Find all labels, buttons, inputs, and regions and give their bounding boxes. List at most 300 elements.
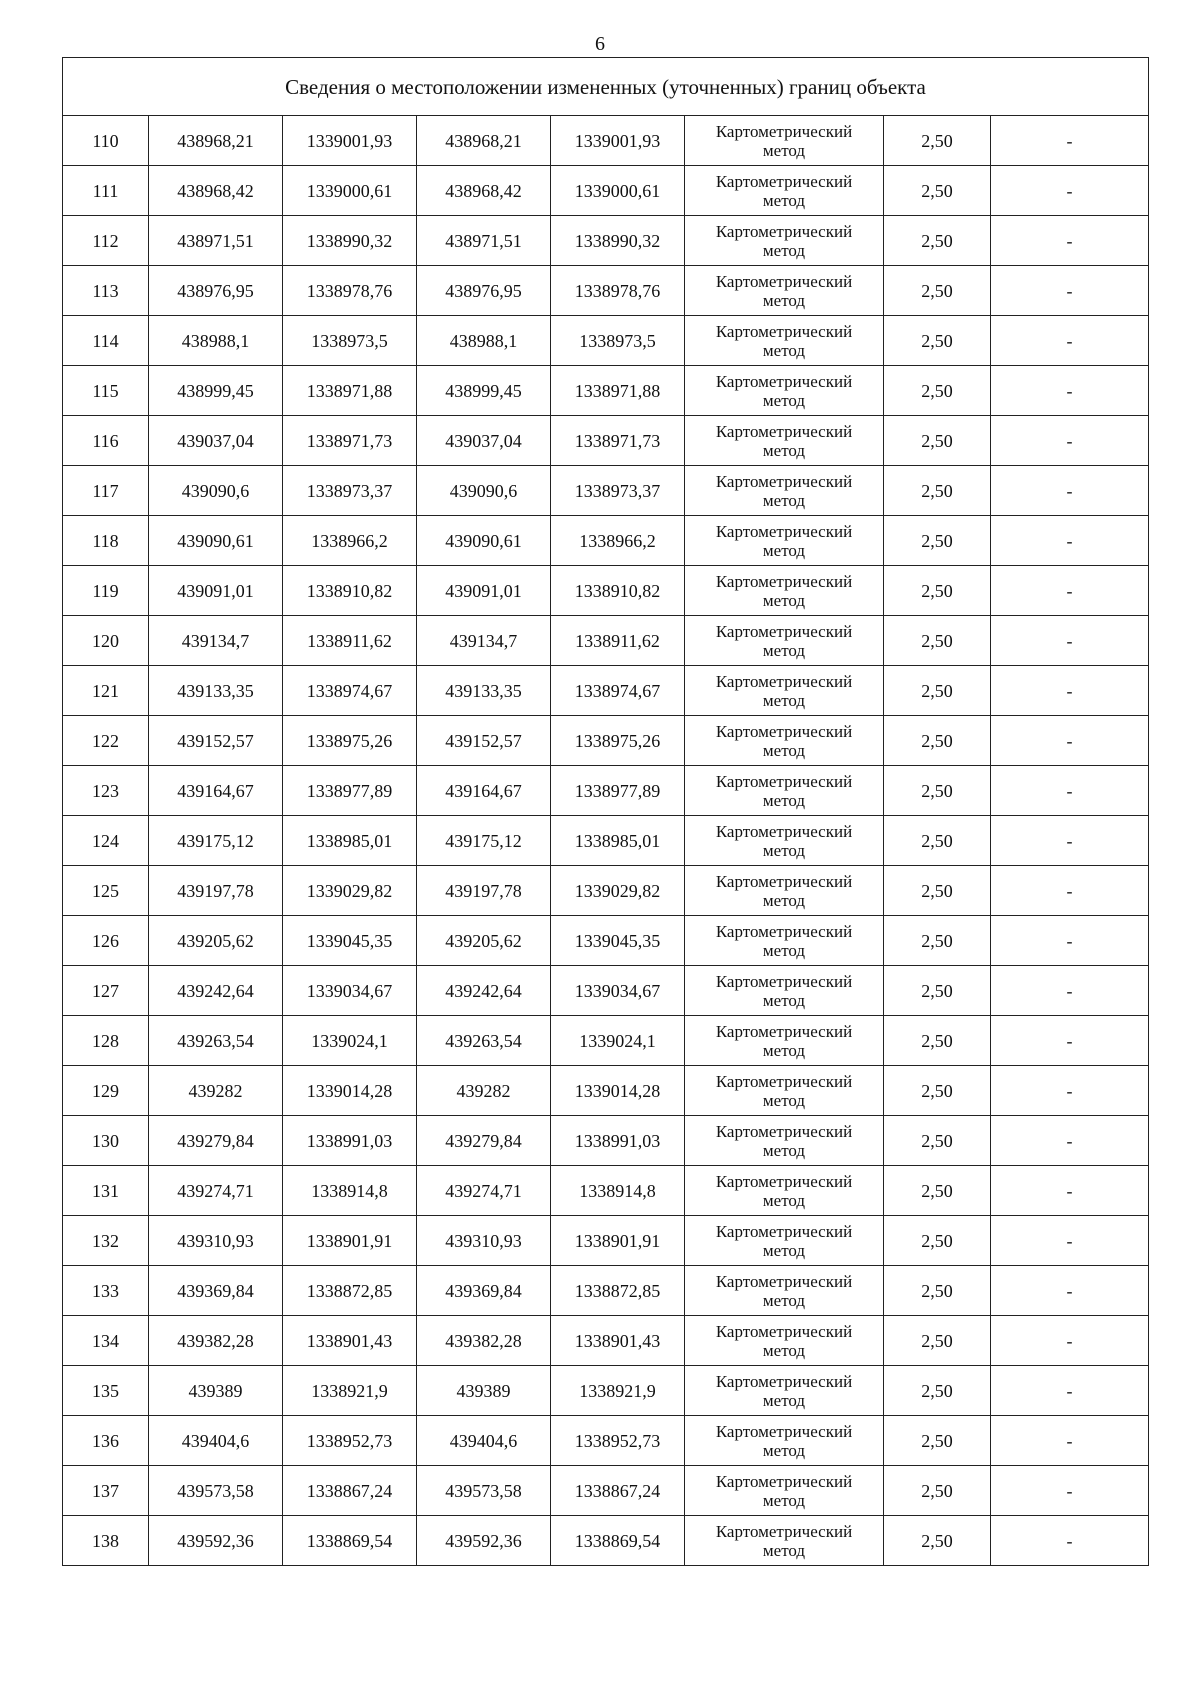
method-cell [685, 116, 884, 166]
method-cell [685, 166, 884, 216]
note-cell: - [991, 816, 1149, 866]
accuracy-cell: 2,50 [884, 466, 991, 516]
method-line-2: метод [762, 340, 806, 360]
method-cell [685, 1366, 884, 1416]
note-cell: - [991, 316, 1149, 366]
refined-y-cell: 1338973,37 [551, 466, 685, 516]
note-cell: - [991, 466, 1149, 516]
refined-y-cell: 1338872,85 [551, 1266, 685, 1316]
method-line-1: Картометрический [715, 571, 853, 591]
refined-y-cell: 1338991,03 [551, 1116, 685, 1166]
method-cell [685, 1466, 884, 1516]
method-cell [685, 716, 884, 766]
method-line-2: метод [762, 440, 806, 460]
method-line-1: Картометрический [715, 671, 853, 691]
method-line-1: Картометрический [715, 921, 853, 941]
table-row [63, 216, 1149, 266]
existing-x-cell: 438971,51 [149, 216, 283, 266]
point-number-cell: 111 [63, 166, 149, 216]
table-row [63, 1316, 1149, 1366]
refined-x-cell: 439175,12 [417, 816, 551, 866]
existing-x-cell: 439369,84 [149, 1266, 283, 1316]
note-cell: - [991, 1416, 1149, 1466]
method-line-1: Картометрический [715, 1221, 853, 1241]
table-row [63, 966, 1149, 1016]
table-row [63, 866, 1149, 916]
table-row [63, 166, 1149, 216]
refined-y-cell: 1338869,54 [551, 1516, 685, 1566]
accuracy-cell: 2,50 [884, 166, 991, 216]
existing-x-cell: 439090,6 [149, 466, 283, 516]
point-number-cell: 114 [63, 316, 149, 366]
accuracy-cell: 2,50 [884, 1416, 991, 1466]
table-row [63, 1116, 1149, 1166]
note-cell: - [991, 716, 1149, 766]
accuracy-cell: 2,50 [884, 116, 991, 166]
method-cell [685, 366, 884, 416]
refined-y-cell: 1339014,28 [551, 1066, 685, 1116]
existing-y-cell: 1338973,37 [283, 466, 417, 516]
method-line-1: Картометрический [715, 1421, 853, 1441]
method-line-2: метод [762, 1140, 806, 1160]
refined-x-cell: 438999,45 [417, 366, 551, 416]
point-number-cell: 120 [63, 616, 149, 666]
refined-x-cell: 439282 [417, 1066, 551, 1116]
note-cell: - [991, 1266, 1149, 1316]
method-line-1: Картометрический [715, 621, 853, 641]
point-number-cell: 130 [63, 1116, 149, 1166]
refined-x-cell: 438971,51 [417, 216, 551, 266]
point-number-cell: 126 [63, 916, 149, 966]
refined-y-cell: 1338901,43 [551, 1316, 685, 1366]
method-cell [685, 966, 884, 1016]
refined-x-cell: 439134,7 [417, 616, 551, 666]
refined-x-cell: 439242,64 [417, 966, 551, 1016]
method-line-2: метод [762, 640, 806, 660]
existing-y-cell: 1338978,76 [283, 266, 417, 316]
existing-y-cell: 1338991,03 [283, 1116, 417, 1166]
method-cell [685, 316, 884, 366]
accuracy-cell: 2,50 [884, 316, 991, 366]
method-line-2: метод [762, 690, 806, 710]
refined-y-cell: 1339045,35 [551, 916, 685, 966]
point-number-cell: 136 [63, 1416, 149, 1466]
existing-y-cell: 1338921,9 [283, 1366, 417, 1416]
refined-y-cell: 1338977,89 [551, 766, 685, 816]
method-line-1: Картометрический [715, 1071, 853, 1091]
table-row [63, 1466, 1149, 1516]
table-title-row [63, 58, 1149, 116]
existing-y-cell: 1339045,35 [283, 916, 417, 966]
method-line-2: метод [762, 790, 806, 810]
existing-x-cell: 439197,78 [149, 866, 283, 916]
point-number-cell: 116 [63, 416, 149, 466]
refined-y-cell: 1339029,82 [551, 866, 685, 916]
refined-y-cell: 1338910,82 [551, 566, 685, 616]
accuracy-cell: 2,50 [884, 766, 991, 816]
refined-x-cell: 439573,58 [417, 1466, 551, 1516]
point-number-cell: 123 [63, 766, 149, 816]
table-row [63, 1416, 1149, 1466]
refined-x-cell: 439197,78 [417, 866, 551, 916]
existing-x-cell: 438976,95 [149, 266, 283, 316]
table-row [63, 816, 1149, 866]
accuracy-cell: 2,50 [884, 1166, 991, 1216]
page-number: 6 [595, 33, 605, 55]
table-row [63, 116, 1149, 166]
table-row [63, 1366, 1149, 1416]
refined-y-cell: 1338966,2 [551, 516, 685, 566]
method-cell [685, 766, 884, 816]
existing-x-cell: 439263,54 [149, 1016, 283, 1066]
accuracy-cell: 2,50 [884, 1466, 991, 1516]
table-row [63, 1016, 1149, 1066]
note-cell: - [991, 1366, 1149, 1416]
method-cell [685, 1016, 884, 1066]
existing-x-cell: 439404,6 [149, 1416, 283, 1466]
refined-y-cell: 1339034,67 [551, 966, 685, 1016]
table-row [63, 1266, 1149, 1316]
note-cell: - [991, 616, 1149, 666]
method-cell [685, 1166, 884, 1216]
refined-y-cell: 1338971,88 [551, 366, 685, 416]
method-line-1: Картометрический [715, 271, 853, 291]
point-number-cell: 133 [63, 1266, 149, 1316]
accuracy-cell: 2,50 [884, 1316, 991, 1366]
table-row [63, 266, 1149, 316]
existing-y-cell: 1338872,85 [283, 1266, 417, 1316]
note-cell: - [991, 516, 1149, 566]
accuracy-cell: 2,50 [884, 566, 991, 616]
existing-x-cell: 439282 [149, 1066, 283, 1116]
method-line-1: Картометрический [715, 1171, 853, 1191]
accuracy-cell: 2,50 [884, 1516, 991, 1566]
refined-x-cell: 438988,1 [417, 316, 551, 366]
refined-y-cell: 1338952,73 [551, 1416, 685, 1466]
method-cell [685, 816, 884, 866]
method-line-2: метод [762, 1290, 806, 1310]
refined-x-cell: 439263,54 [417, 1016, 551, 1066]
method-line-1: Картометрический [715, 721, 853, 741]
note-cell: - [991, 166, 1149, 216]
table-row [63, 1166, 1149, 1216]
point-number-cell: 118 [63, 516, 149, 566]
method-line-2: метод [762, 540, 806, 560]
refined-x-cell: 439279,84 [417, 1116, 551, 1166]
existing-y-cell: 1338910,82 [283, 566, 417, 616]
method-cell [685, 1416, 884, 1466]
table-row [63, 766, 1149, 816]
method-line-2: метод [762, 490, 806, 510]
method-line-2: метод [762, 390, 806, 410]
method-cell [685, 616, 884, 666]
table-row [63, 916, 1149, 966]
method-line-1: Картометрический [715, 871, 853, 891]
existing-x-cell: 439242,64 [149, 966, 283, 1016]
existing-y-cell: 1338952,73 [283, 1416, 417, 1466]
accuracy-cell: 2,50 [884, 1266, 991, 1316]
table-title: Сведения о местоположении измененных (уточненных) границ объекта [63, 58, 1149, 116]
existing-x-cell: 439090,61 [149, 516, 283, 566]
accuracy-cell: 2,50 [884, 866, 991, 916]
point-number-cell: 138 [63, 1516, 149, 1566]
note-cell: - [991, 1116, 1149, 1166]
note-cell: - [991, 1466, 1149, 1516]
point-number-cell: 131 [63, 1166, 149, 1216]
existing-x-cell: 439091,01 [149, 566, 283, 616]
note-cell: - [991, 666, 1149, 716]
table-row [63, 1066, 1149, 1116]
note-cell: - [991, 1316, 1149, 1366]
table-row [63, 516, 1149, 566]
refined-x-cell: 439037,04 [417, 416, 551, 466]
accuracy-cell: 2,50 [884, 1066, 991, 1116]
refined-x-cell: 439205,62 [417, 916, 551, 966]
refined-x-cell: 439274,71 [417, 1166, 551, 1216]
point-number-cell: 112 [63, 216, 149, 266]
accuracy-cell: 2,50 [884, 916, 991, 966]
existing-x-cell: 438968,42 [149, 166, 283, 216]
method-line-2: метод [762, 990, 806, 1010]
existing-x-cell: 439175,12 [149, 816, 283, 866]
method-cell [685, 866, 884, 916]
refined-y-cell: 1339024,1 [551, 1016, 685, 1066]
method-line-1: Картометрический [715, 521, 853, 541]
method-line-1: Картометрический [715, 821, 853, 841]
method-line-1: Картометрический [715, 1271, 853, 1291]
note-cell: - [991, 1216, 1149, 1266]
existing-y-cell: 1338971,73 [283, 416, 417, 466]
point-number-cell: 128 [63, 1016, 149, 1066]
method-cell [685, 516, 884, 566]
table-body [63, 58, 1149, 1566]
method-line-2: метод [762, 1440, 806, 1460]
refined-y-cell: 1338978,76 [551, 266, 685, 316]
refined-x-cell: 438976,95 [417, 266, 551, 316]
method-cell [685, 1066, 884, 1116]
method-line-1: Картометрический [715, 371, 853, 391]
existing-x-cell: 438968,21 [149, 116, 283, 166]
refined-x-cell: 439382,28 [417, 1316, 551, 1366]
method-line-2: метод [762, 1240, 806, 1260]
accuracy-cell: 2,50 [884, 366, 991, 416]
existing-x-cell: 439573,58 [149, 1466, 283, 1516]
method-line-1: Картометрический [715, 321, 853, 341]
note-cell: - [991, 1166, 1149, 1216]
point-number-cell: 110 [63, 116, 149, 166]
refined-x-cell: 439369,84 [417, 1266, 551, 1316]
point-number-cell: 117 [63, 466, 149, 516]
existing-x-cell: 439164,67 [149, 766, 283, 816]
method-cell [685, 266, 884, 316]
method-line-2: метод [762, 190, 806, 210]
existing-y-cell: 1338975,26 [283, 716, 417, 766]
note-cell: - [991, 766, 1149, 816]
method-cell [685, 1116, 884, 1166]
table-row [63, 566, 1149, 616]
accuracy-cell: 2,50 [884, 1116, 991, 1166]
note-cell: - [991, 916, 1149, 966]
accuracy-cell: 2,50 [884, 816, 991, 866]
refined-y-cell: 1338971,73 [551, 416, 685, 466]
refined-y-cell: 1338921,9 [551, 1366, 685, 1416]
existing-x-cell: 438988,1 [149, 316, 283, 366]
note-cell: - [991, 866, 1149, 916]
method-line-1: Картометрический [715, 221, 853, 241]
method-line-2: метод [762, 1090, 806, 1110]
existing-x-cell: 439037,04 [149, 416, 283, 466]
point-number-cell: 127 [63, 966, 149, 1016]
refined-y-cell: 1338975,26 [551, 716, 685, 766]
existing-y-cell: 1339014,28 [283, 1066, 417, 1116]
accuracy-cell: 2,50 [884, 216, 991, 266]
method-line-1: Картометрический [715, 471, 853, 491]
table-row [63, 666, 1149, 716]
existing-y-cell: 1338869,54 [283, 1516, 417, 1566]
refined-x-cell: 438968,21 [417, 116, 551, 166]
existing-x-cell: 439310,93 [149, 1216, 283, 1266]
existing-x-cell: 439389 [149, 1366, 283, 1416]
method-cell [685, 1516, 884, 1566]
accuracy-cell: 2,50 [884, 1216, 991, 1266]
existing-y-cell: 1339029,82 [283, 866, 417, 916]
existing-x-cell: 439133,35 [149, 666, 283, 716]
method-cell [685, 566, 884, 616]
refined-x-cell: 439310,93 [417, 1216, 551, 1266]
existing-x-cell: 439382,28 [149, 1316, 283, 1366]
point-number-cell: 135 [63, 1366, 149, 1416]
existing-x-cell: 439274,71 [149, 1166, 283, 1216]
note-cell: - [991, 1016, 1149, 1066]
table-row [63, 316, 1149, 366]
note-cell: - [991, 566, 1149, 616]
refined-y-cell: 1338974,67 [551, 666, 685, 716]
existing-y-cell: 1338914,8 [283, 1166, 417, 1216]
method-line-2: метод [762, 1190, 806, 1210]
existing-y-cell: 1338901,91 [283, 1216, 417, 1266]
point-number-cell: 119 [63, 566, 149, 616]
existing-y-cell: 1338977,89 [283, 766, 417, 816]
refined-x-cell: 439090,61 [417, 516, 551, 566]
existing-x-cell: 439152,57 [149, 716, 283, 766]
table-row [63, 616, 1149, 666]
method-line-1: Картометрический [715, 121, 853, 141]
accuracy-cell: 2,50 [884, 616, 991, 666]
point-number-cell: 134 [63, 1316, 149, 1366]
method-line-2: метод [762, 140, 806, 160]
method-line-2: метод [762, 1490, 806, 1510]
existing-x-cell: 439205,62 [149, 916, 283, 966]
method-line-1: Картометрический [715, 1321, 853, 1341]
boundary-coordinates-table [62, 57, 1149, 1566]
method-line-2: метод [762, 1040, 806, 1060]
accuracy-cell: 2,50 [884, 1016, 991, 1066]
method-line-2: метод [762, 1390, 806, 1410]
refined-y-cell: 1339000,61 [551, 166, 685, 216]
table-row [63, 716, 1149, 766]
existing-y-cell: 1338971,88 [283, 366, 417, 416]
refined-y-cell: 1338985,01 [551, 816, 685, 866]
point-number-cell: 137 [63, 1466, 149, 1516]
existing-y-cell: 1338911,62 [283, 616, 417, 666]
existing-y-cell: 1339000,61 [283, 166, 417, 216]
refined-y-cell: 1338973,5 [551, 316, 685, 366]
accuracy-cell: 2,50 [884, 416, 991, 466]
refined-y-cell: 1338901,91 [551, 1216, 685, 1266]
method-cell [685, 1216, 884, 1266]
method-line-2: метод [762, 840, 806, 860]
method-line-2: метод [762, 940, 806, 960]
method-line-1: Картометрический [715, 971, 853, 991]
accuracy-cell: 2,50 [884, 516, 991, 566]
note-cell: - [991, 116, 1149, 166]
refined-x-cell: 439133,35 [417, 666, 551, 716]
refined-y-cell: 1338914,8 [551, 1166, 685, 1216]
method-line-2: метод [762, 240, 806, 260]
existing-x-cell: 439592,36 [149, 1516, 283, 1566]
accuracy-cell: 2,50 [884, 966, 991, 1016]
table-row [63, 416, 1149, 466]
existing-y-cell: 1338985,01 [283, 816, 417, 866]
note-cell: - [991, 1516, 1149, 1566]
existing-x-cell: 439134,7 [149, 616, 283, 666]
table-row [63, 1216, 1149, 1266]
existing-x-cell: 438999,45 [149, 366, 283, 416]
note-cell: - [991, 366, 1149, 416]
method-line-1: Картометрический [715, 771, 853, 791]
point-number-cell: 125 [63, 866, 149, 916]
refined-x-cell: 439090,6 [417, 466, 551, 516]
method-line-1: Картометрический [715, 1021, 853, 1041]
refined-x-cell: 439164,67 [417, 766, 551, 816]
method-cell [685, 666, 884, 716]
refined-y-cell: 1338867,24 [551, 1466, 685, 1516]
method-cell [685, 466, 884, 516]
existing-y-cell: 1338966,2 [283, 516, 417, 566]
table-row [63, 466, 1149, 516]
existing-y-cell: 1339024,1 [283, 1016, 417, 1066]
method-line-2: метод [762, 1340, 806, 1360]
point-number-cell: 129 [63, 1066, 149, 1116]
method-line-1: Картометрический [715, 421, 853, 441]
refined-x-cell: 439152,57 [417, 716, 551, 766]
existing-x-cell: 439279,84 [149, 1116, 283, 1166]
existing-y-cell: 1339034,67 [283, 966, 417, 1016]
point-number-cell: 113 [63, 266, 149, 316]
method-line-1: Картометрический [715, 1521, 853, 1541]
method-cell [685, 916, 884, 966]
refined-x-cell: 439404,6 [417, 1416, 551, 1466]
table-row [63, 366, 1149, 416]
method-line-1: Картометрический [715, 1371, 853, 1391]
method-line-2: метод [762, 740, 806, 760]
note-cell: - [991, 966, 1149, 1016]
point-number-cell: 122 [63, 716, 149, 766]
method-cell [685, 1266, 884, 1316]
method-line-2: метод [762, 890, 806, 910]
refined-x-cell: 439592,36 [417, 1516, 551, 1566]
point-number-cell: 121 [63, 666, 149, 716]
method-line-1: Картометрический [715, 1471, 853, 1491]
method-cell [685, 216, 884, 266]
note-cell: - [991, 266, 1149, 316]
accuracy-cell: 2,50 [884, 1366, 991, 1416]
existing-y-cell: 1339001,93 [283, 116, 417, 166]
note-cell: - [991, 1066, 1149, 1116]
existing-y-cell: 1338901,43 [283, 1316, 417, 1366]
note-cell: - [991, 416, 1149, 466]
refined-x-cell: 439389 [417, 1366, 551, 1416]
